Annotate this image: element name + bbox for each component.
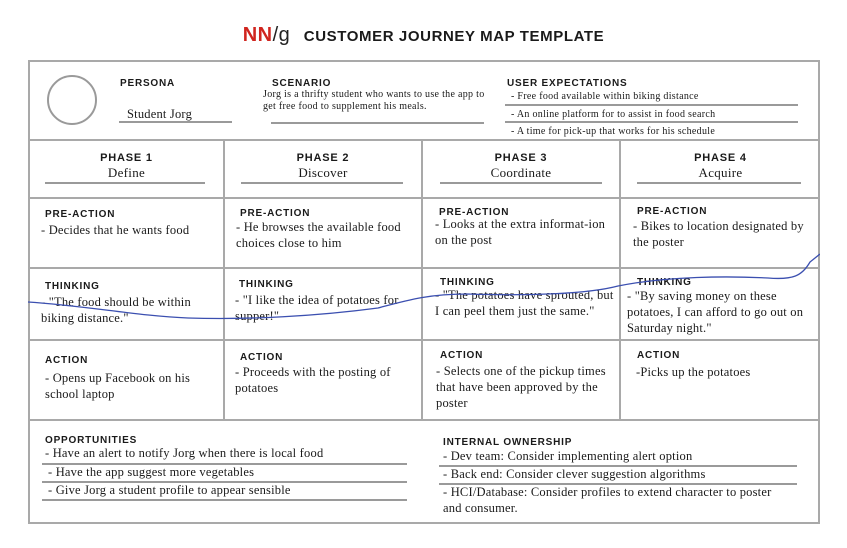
pre-action-label: PRE-ACTION bbox=[45, 209, 116, 220]
ownership-item: - Dev team: Consider implementing alert option bbox=[443, 449, 693, 463]
brand-logo-g: g bbox=[278, 24, 291, 46]
ownership-item: - HCI/Database: Consider profiles to extend character to poster and consumer. bbox=[443, 485, 772, 515]
template-title: CUSTOMER JOURNEY MAP TEMPLATE bbox=[303, 28, 605, 45]
opportunity-underline bbox=[42, 499, 407, 501]
expectation-item: - An online platform for to assist in food search bbox=[511, 109, 716, 120]
expectation-underline bbox=[505, 104, 798, 106]
expectation-item: - Free food available within biking distance bbox=[511, 91, 699, 102]
pre-action-text: - Looks at the extra informat-ion on the post bbox=[435, 217, 606, 247]
internal-ownership-label: INTERNAL OWNERSHIP bbox=[443, 437, 573, 448]
phase-2-title: PHASE 2 bbox=[296, 152, 350, 164]
thinking-label: THINKING bbox=[440, 277, 495, 288]
expectation-item: - A time for pick-up that works for his schedule bbox=[511, 126, 716, 137]
thinking-label: THINKING bbox=[239, 279, 294, 290]
scenario-label: SCENARIO bbox=[272, 78, 332, 89]
emotion-curve bbox=[28, 250, 820, 330]
user-expectations-label: USER EXPECTATIONS bbox=[507, 78, 628, 89]
action-label: ACTION bbox=[45, 355, 89, 366]
action-text: -Picks up the potatoes bbox=[636, 365, 751, 379]
divider-action bbox=[28, 419, 820, 421]
pre-action-label: PRE-ACTION bbox=[240, 208, 311, 219]
pre-action-text: - Bikes to location designated by the poster bbox=[633, 219, 804, 249]
brand-logo-slash: / bbox=[272, 24, 279, 46]
divider-phases bbox=[28, 197, 820, 199]
persona-underline bbox=[119, 121, 232, 123]
scenario-text: Jorg is a thrifty student who wants to use the app to get free food to supplement his meals. bbox=[263, 89, 485, 112]
thinking-text: - "The potatoes have sprouted, but I can peel them just the same." bbox=[435, 288, 614, 318]
phase-2-underline bbox=[241, 182, 403, 184]
action-label: ACTION bbox=[240, 352, 284, 363]
persona-label: PERSONA bbox=[120, 78, 176, 89]
page-title bbox=[0, 24, 847, 47]
phase-1-name: Define bbox=[107, 165, 146, 180]
opportunities-label: OPPORTUNITIES bbox=[45, 435, 138, 446]
pre-action-text: - He browses the available food choices close to him bbox=[236, 220, 401, 250]
thinking-label: THINKING bbox=[45, 281, 100, 292]
opportunity-item: - Give Jorg a student profile to appear sensible bbox=[48, 483, 291, 497]
brand-logo-nn: NN bbox=[242, 24, 273, 46]
action-text: - Proceeds with the posting of potatoes bbox=[235, 365, 391, 395]
scenario-underline bbox=[271, 122, 484, 124]
phase-4-title: PHASE 4 bbox=[694, 152, 747, 164]
phase-4-name: Acquire bbox=[698, 165, 743, 180]
pre-action-text: - Decides that he wants food bbox=[41, 223, 190, 237]
divider-top-section bbox=[28, 139, 820, 141]
action-text: - Opens up Facebook on his school laptop bbox=[45, 371, 191, 401]
persona-name: Student Jorg bbox=[127, 107, 193, 121]
phase-3-title: PHASE 3 bbox=[494, 152, 548, 164]
expectation-underline bbox=[505, 121, 798, 123]
opportunity-item: - Have an alert to notify Jorg when there is local food bbox=[45, 446, 324, 460]
phase-2-name: Discover bbox=[298, 165, 348, 180]
phase-4-underline bbox=[637, 182, 801, 184]
opportunity-item: - Have the app suggest more vegetables bbox=[48, 465, 255, 479]
phase-3-underline bbox=[440, 182, 602, 184]
action-text: - Selects one of the pickup times that have been approved by the poster bbox=[436, 364, 606, 410]
ownership-item: - Back end: Consider clever suggestion algorithms bbox=[443, 467, 706, 481]
persona-avatar bbox=[47, 75, 97, 125]
phase-1-title: PHASE 1 bbox=[100, 152, 153, 164]
thinking-text: - "The food should be within biking distance." bbox=[41, 295, 191, 325]
action-label: ACTION bbox=[637, 350, 681, 361]
pre-action-label: PRE-ACTION bbox=[439, 207, 510, 218]
phase-1-underline bbox=[45, 182, 205, 184]
phase-3-name: Coordinate bbox=[490, 165, 552, 180]
thinking-text: - "By saving money on these potatoes, I can afford to go out on Saturday night." bbox=[627, 289, 804, 335]
thinking-label: THINKING bbox=[637, 277, 692, 288]
thinking-text: - "I like the idea of potatoes for supper!" bbox=[235, 293, 399, 323]
divider-thinking bbox=[28, 339, 820, 341]
pre-action-label: PRE-ACTION bbox=[637, 206, 708, 217]
action-label: ACTION bbox=[440, 350, 484, 361]
